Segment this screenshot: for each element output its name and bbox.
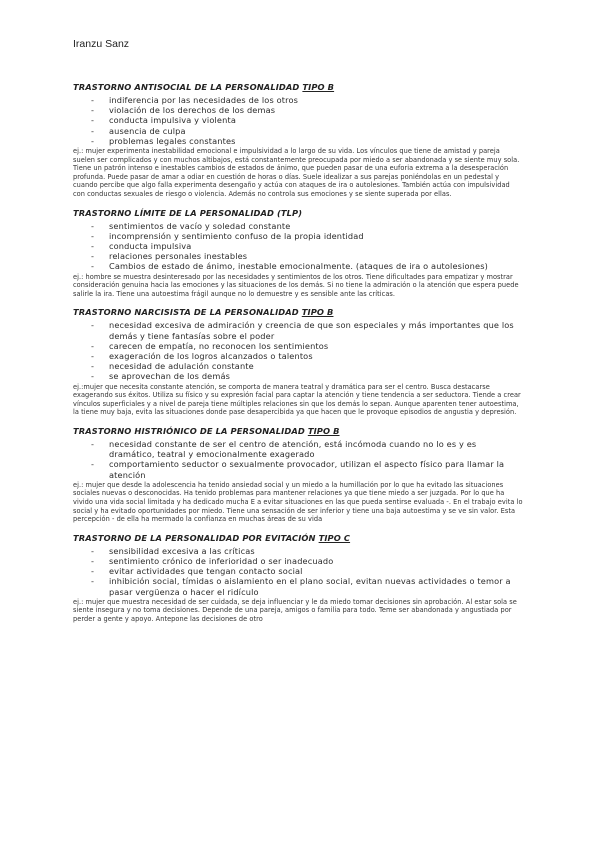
example-paragraph: ej.: mujer experimenta inestabilidad emocional e impulsividad a lo largo de su vida. Los vínculos que tiene de amistad y pareja suelen ser complicados y con muchos altibajos, está constantemente preocupada por miedo a ser abandonada y se siente muy sola. Tiene un patrón intenso e inestables cambios de estados de ánimo, que pueden pasar de una euforia extrema a la desesperación profunda. Puede pasar de amar a odiar en cuestión de horas o días. Suele idealizar a sus parejas poniéndolas en un pedestal y cuando percibe que algo falla experimenta desengaño y actúa con ataques de ira o autolesiones. También actúa con impulsividad con conductas sexuales de riesgo o violencia. Además no controla sus emociones y se siente superada por ellas. (73, 147, 520, 198)
bullet-list (73, 320, 523, 381)
list-item: - necesidad excesiva de admiración y creencia de que son especiales y más importantes que los demás y tiene fantasías sobre el poder (73, 320, 523, 340)
list-item: - necesidad constante de ser el centro de atención, está incómoda cuando no lo es y es dramático, teatral y emocionalmente exagerado (73, 439, 523, 459)
example-paragraph: ej.:mujer que necesita constante atención, se comporta de manera teatral y dramática para ser el centro. Busca destacarse exagerando sus éxitos. Utiliza su físico y su expresión facial para captar la atención y tiene tendencia a ser seductora. Tiende a crear vínculos superficiales y a nivel de pareja tiene múltiples relaciones sin que los demás lo sepan. Aunque aparenten tener autoestima, la tiene muy baja, evita las situaciones donde pase desapercibida ya que hacen que le provoque episodios de angustia y depresión. (73, 382, 521, 417)
tipo-label: TIPO B (301, 307, 334, 318)
list-item: - exageración de los logros alcanzados o talentos (73, 351, 523, 361)
section-title: TRASTORNO LÍMITE DE LA PERSONALIDAD (TLP) (73, 207, 303, 218)
list-item: - ausencia de culpa (73, 126, 523, 136)
list-item: - conducta impulsiva y violenta (73, 115, 523, 125)
list-item: - sensibilidad excesiva a las críticas (73, 546, 523, 556)
list-item: - evitar actividades que tengan contacto social (73, 566, 523, 576)
author-name: Iranzu Sanz (73, 38, 130, 50)
bullet-list (73, 221, 523, 272)
list-item: - Cambios de estado de ánimo, inestable emocionalmente. (ataques de ira o autolesiones) (73, 261, 523, 271)
list-item: - sentimiento crónico de inferioridad o ser inadecuado (73, 556, 523, 566)
section-histrionico (73, 426, 523, 524)
list-item: - relaciones personales inestables (73, 251, 523, 261)
list-item: - se aprovechan de los demás (73, 371, 523, 381)
list-item: - sentimientos de vacío y soledad constante (73, 221, 523, 231)
example-paragraph: ej.: hombre se muestra desinteresado por las necesidades y sentimientos de los otros. Tiene dificultades para empatizar y mostrar consideración genuina hacia las emociones y las situaciones de los demás. Si no tiene la admiración o la atención que espera puede salirle la ira. Tiene una autoestima frágil aunque no lo demuestre y es sensible ante las críticas. (73, 272, 519, 298)
list-item: - comportamiento seductor o sexualmente provocador, utilizan el aspecto físico para llamar la atención (73, 459, 523, 479)
bullet-list (73, 546, 523, 597)
example-paragraph: ej.: mujer que muestra necesidad de ser cuidada, se deja influenciar y le da miedo tomar decisiones sin aprobación. Al estar sola se siente insegura y no toma decisiones. Depende de una pareja, amigos o familia para todo. Teme ser abandonada y angustiada por perder a gente y apoyo. Antepone las decisiones de otro (73, 597, 517, 623)
document-body (73, 82, 523, 633)
tipo-label: TIPO B (307, 425, 340, 436)
section-title: TRASTORNO HISTRIÓNICO DE LA PERSONALIDAD TIPO B (73, 425, 340, 436)
tipo-label: TIPO C (318, 532, 351, 543)
list-item: - violación de los derechos de los demas (73, 105, 523, 115)
list-item: - conducta impulsiva (73, 241, 523, 251)
section-title: TRASTORNO ANTISOCIAL DE LA PERSONALIDAD TIPO B (73, 82, 335, 92)
tipo-label: TIPO B (302, 82, 335, 92)
bullet-list (73, 95, 523, 146)
list-item: - carecen de empatía, no reconocen los sentimientos (73, 341, 523, 351)
section-limite (73, 208, 523, 299)
list-item: - necesidad de adulación constante (73, 361, 523, 371)
list-item: - problemas legales constantes (73, 136, 523, 146)
bullet-list (73, 439, 523, 480)
section-antisocial (73, 82, 523, 199)
section-evitacion (73, 533, 523, 624)
list-item: - indiferencia por las necesidades de los otros (73, 95, 523, 105)
section-title: TRASTORNO DE LA PERSONALIDAD POR EVITACIÓN TIPO C (73, 532, 351, 543)
section-title: TRASTORNO NARCISISTA DE LA PERSONALIDAD TIPO B (73, 307, 334, 318)
list-item: - incomprensión y sentimiento confuso de la propia identidad (73, 231, 523, 241)
example-paragraph: ej.: mujer que desde la adolescencia ha tenido ansiedad social y un miedo a la humillación por lo que ha evitado las situaciones sociales nuevas o desconocidas. Ha tenido problemas para mantener relaciones ya que tiene miedo a ser juzgada. Por lo que ha vivido una vida social limitada y ha dedicado mucha E a evitar situaciones en las que pueda sentirse evaluada -. En el trabajo evita lo social y ha evitado oportunidades por miedo. Tiene una sensación de ser inferior y tiene una baja autoestima y se ve sin valor. Esta percepción - de ella ha mermado la confianza en muchas áreas de su vida (73, 480, 523, 524)
list-item: - inhibición social, tímidas o aislamiento en el plano social, evitan nuevas actividades o temor a pasar vergüenza o hacer el ridículo (73, 576, 523, 596)
section-narcisista (73, 307, 523, 417)
